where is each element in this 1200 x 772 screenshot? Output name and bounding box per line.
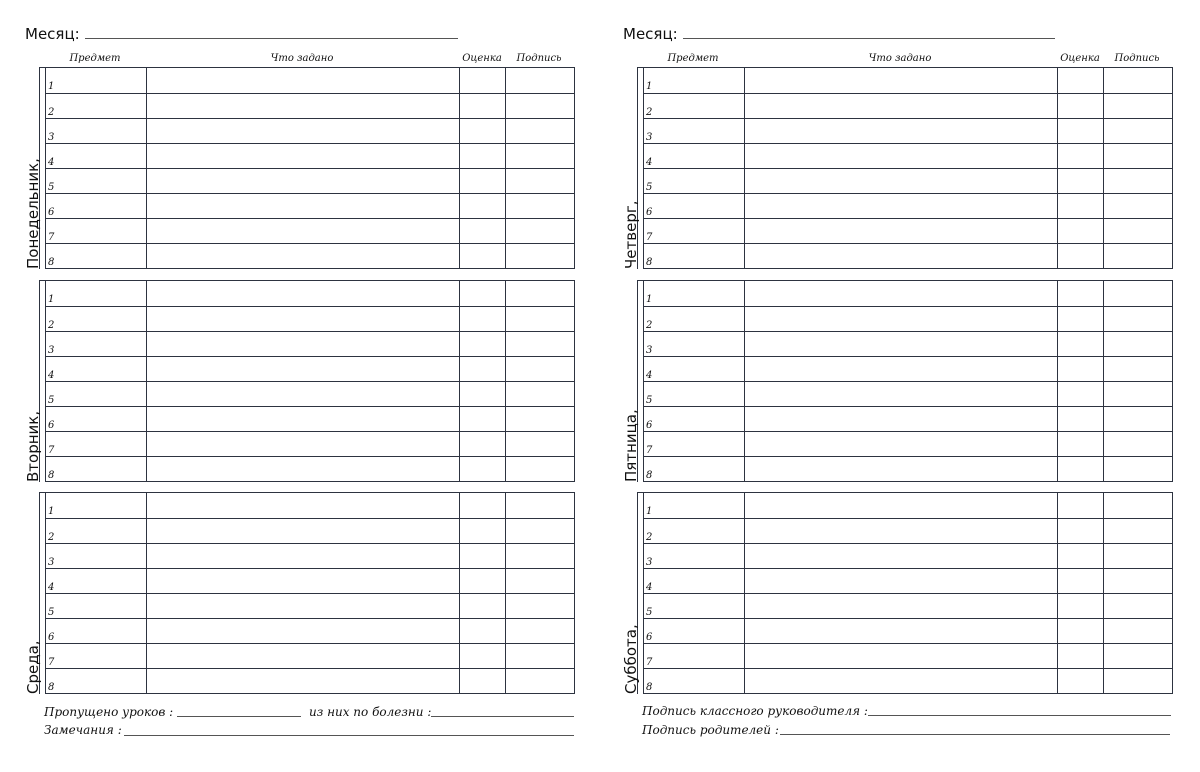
month-label: Месяц:: [25, 25, 80, 43]
lesson-number: 2: [48, 320, 55, 331]
column-divider: [1103, 68, 1104, 268]
lesson-number: 3: [48, 557, 55, 568]
lesson-row[interactable]: [46, 243, 574, 269]
lesson-number: 6: [48, 207, 55, 218]
lesson-number: 8: [48, 470, 55, 481]
due-to-illness-label: из них по болезни :: [309, 705, 432, 719]
lesson-row[interactable]: [644, 356, 1172, 382]
lesson-number: 7: [48, 445, 55, 456]
lesson-row[interactable]: [46, 643, 574, 669]
lesson-row[interactable]: [644, 456, 1172, 482]
lesson-row[interactable]: [46, 356, 574, 382]
lesson-number: 4: [646, 157, 653, 168]
lesson-number: 5: [646, 607, 653, 618]
lesson-row[interactable]: [46, 306, 574, 332]
lesson-number: 1: [646, 294, 653, 305]
column-header-signature: Подпись: [516, 53, 562, 64]
lesson-number: 3: [48, 345, 55, 356]
lesson-row[interactable]: [46, 493, 574, 518]
day-label-saturday: Суббота,: [622, 624, 640, 694]
lesson-number: 5: [646, 182, 653, 193]
day-label-container: [620, 67, 642, 269]
lesson-number: 8: [646, 470, 653, 481]
lesson-row[interactable]: [46, 193, 574, 219]
lesson-number: 3: [646, 132, 653, 143]
column-divider: [505, 68, 506, 268]
lesson-number: 4: [48, 157, 55, 168]
column-divider: [1103, 493, 1104, 693]
column-divider: [146, 281, 147, 481]
lesson-row[interactable]: [644, 143, 1172, 169]
lesson-row[interactable]: [644, 168, 1172, 194]
lesson-row[interactable]: [644, 518, 1172, 544]
remarks-label: Замечания :: [44, 723, 122, 737]
lesson-row[interactable]: [644, 281, 1172, 306]
lesson-number: 1: [48, 294, 55, 305]
column-divider: [1057, 493, 1058, 693]
lesson-number: 1: [646, 81, 653, 92]
lesson-number: 6: [48, 420, 55, 431]
lesson-row[interactable]: [644, 218, 1172, 244]
lesson-number: 7: [48, 232, 55, 243]
lesson-number: 1: [48, 81, 55, 92]
lesson-row[interactable]: [46, 431, 574, 457]
remarks-field[interactable]: [124, 735, 574, 736]
lesson-number: 2: [646, 320, 653, 331]
lesson-row[interactable]: [46, 456, 574, 482]
month-label: Месяц:: [623, 25, 678, 43]
lesson-row[interactable]: [644, 668, 1172, 694]
column-divider: [1057, 281, 1058, 481]
day-label-tuesday: Вторник,: [24, 410, 42, 482]
column-header-subject: Предмет: [69, 53, 121, 64]
parent-signature-label: Подпись родителей :: [642, 723, 779, 737]
lesson-table: [643, 67, 1173, 269]
lesson-number: 4: [646, 370, 653, 381]
month-fill-line[interactable]: [85, 38, 458, 39]
due-to-illness-field[interactable]: [431, 716, 574, 717]
lesson-number: 4: [646, 582, 653, 593]
lesson-row[interactable]: [46, 93, 574, 119]
column-header-subject: Предмет: [667, 53, 719, 64]
column-divider: [1057, 68, 1058, 268]
lesson-number: 7: [646, 445, 653, 456]
lesson-row[interactable]: [644, 543, 1172, 569]
lesson-number: 7: [646, 232, 653, 243]
lesson-number: 2: [646, 532, 653, 543]
column-divider: [1103, 281, 1104, 481]
lesson-row[interactable]: [46, 381, 574, 407]
day-label-monday: Понедельник,: [24, 158, 42, 269]
lesson-row[interactable]: [46, 68, 574, 93]
parent-signature-field[interactable]: [780, 734, 1170, 735]
lesson-row[interactable]: [644, 493, 1172, 518]
lesson-row[interactable]: [644, 618, 1172, 644]
lesson-number: 5: [48, 607, 55, 618]
lesson-number: 6: [48, 632, 55, 643]
lesson-row[interactable]: [46, 668, 574, 694]
lesson-number: 3: [646, 345, 653, 356]
lesson-table: [643, 280, 1173, 482]
lesson-row[interactable]: [46, 406, 574, 432]
lesson-table: [45, 280, 575, 482]
missed-lessons-field[interactable]: [177, 716, 301, 717]
column-divider: [744, 68, 745, 268]
column-divider: [505, 281, 506, 481]
teacher-signature-label: Подпись классного руководителя :: [642, 704, 868, 718]
lesson-row[interactable]: [46, 331, 574, 357]
lesson-row[interactable]: [644, 93, 1172, 119]
lesson-number: 7: [646, 657, 653, 668]
missed-lessons-label: Пропущено уроков :: [44, 705, 174, 719]
lesson-row[interactable]: [46, 618, 574, 644]
lesson-number: 6: [646, 632, 653, 643]
lesson-number: 8: [48, 682, 55, 693]
lesson-number: 2: [48, 107, 55, 118]
column-divider: [459, 493, 460, 693]
lesson-number: 8: [646, 257, 653, 268]
column-header-task: Что задано: [270, 53, 334, 64]
lesson-row[interactable]: [644, 593, 1172, 619]
month-fill-line[interactable]: [683, 38, 1055, 39]
lesson-row[interactable]: [46, 593, 574, 619]
lesson-row[interactable]: [46, 118, 574, 144]
day-label-container: [620, 492, 642, 694]
lesson-row[interactable]: [46, 218, 574, 244]
lesson-row[interactable]: [644, 68, 1172, 93]
lesson-row[interactable]: [644, 643, 1172, 669]
day-label-wednesday: Среда,: [24, 640, 42, 694]
lesson-row[interactable]: [644, 381, 1172, 407]
lesson-number: 1: [48, 506, 55, 517]
day-label-container: [22, 280, 44, 482]
lesson-row[interactable]: [46, 568, 574, 594]
lesson-row[interactable]: [644, 118, 1172, 144]
teacher-signature-field[interactable]: [868, 715, 1171, 716]
lesson-row[interactable]: [46, 518, 574, 544]
lesson-number: 1: [646, 506, 653, 517]
day-label-friday: Пятница,: [622, 409, 640, 482]
column-header-grade: Оценка: [1060, 53, 1100, 64]
lesson-row[interactable]: [46, 543, 574, 569]
lesson-number: 5: [48, 182, 55, 193]
lesson-row[interactable]: [644, 406, 1172, 432]
lesson-number: 8: [646, 682, 653, 693]
column-divider: [459, 68, 460, 268]
column-divider: [146, 68, 147, 268]
lesson-number: 5: [646, 395, 653, 406]
column-divider: [146, 493, 147, 693]
lesson-number: 4: [48, 582, 55, 593]
lesson-table: [643, 492, 1173, 694]
column-divider: [744, 281, 745, 481]
column-divider: [459, 281, 460, 481]
lesson-number: 2: [646, 107, 653, 118]
lesson-number: 5: [48, 395, 55, 406]
column-divider: [505, 493, 506, 693]
day-label-container: [22, 492, 44, 694]
lesson-number: 4: [48, 370, 55, 381]
lesson-row[interactable]: [644, 331, 1172, 357]
lesson-row[interactable]: [46, 168, 574, 194]
lesson-number: 6: [646, 207, 653, 218]
lesson-row[interactable]: [644, 193, 1172, 219]
day-label-container: [22, 67, 44, 269]
day-label-thursday: Четверг,: [622, 200, 640, 269]
lesson-number: 7: [48, 657, 55, 668]
column-divider: [744, 493, 745, 693]
lesson-number: 8: [48, 257, 55, 268]
lesson-table: [45, 67, 575, 269]
lesson-table: [45, 492, 575, 694]
lesson-row[interactable]: [644, 431, 1172, 457]
column-header-signature: Подпись: [1114, 53, 1160, 64]
column-header-task: Что задано: [868, 53, 932, 64]
lesson-row[interactable]: [644, 568, 1172, 594]
lesson-number: 3: [646, 557, 653, 568]
lesson-row[interactable]: [46, 143, 574, 169]
column-header-grade: Оценка: [462, 53, 502, 64]
lesson-number: 2: [48, 532, 55, 543]
right-page: [598, 0, 1198, 772]
lesson-number: 3: [48, 132, 55, 143]
lesson-row[interactable]: [644, 243, 1172, 269]
lesson-row[interactable]: [46, 281, 574, 306]
lesson-number: 6: [646, 420, 653, 431]
lesson-row[interactable]: [644, 306, 1172, 332]
day-label-container: [620, 280, 642, 482]
